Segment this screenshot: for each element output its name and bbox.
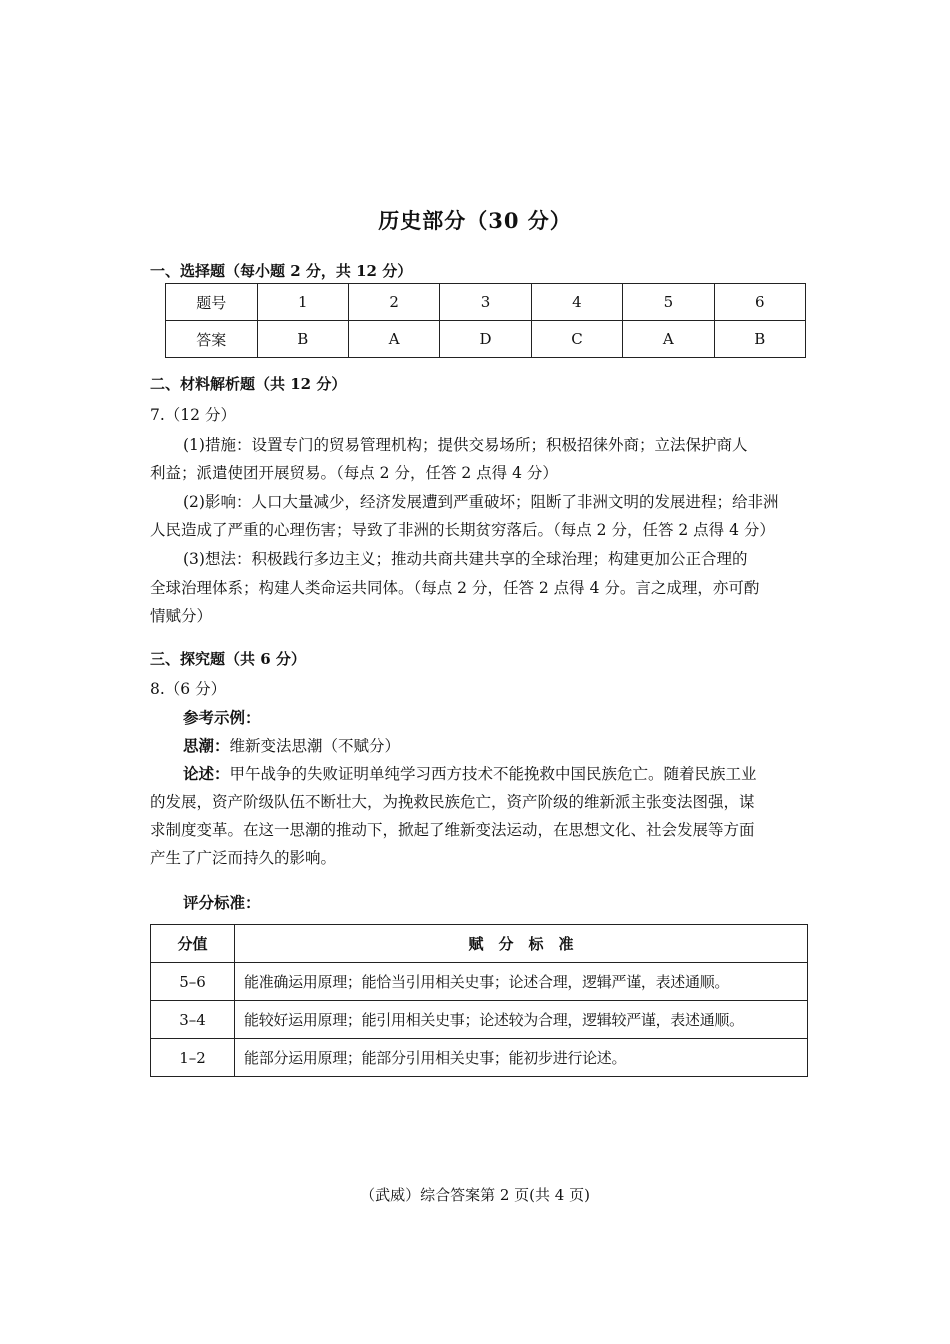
score-cell: 3–4 bbox=[151, 1001, 235, 1039]
question-number: 1 bbox=[257, 284, 348, 321]
answer-line: (2)影响：人口大量减少，经济发展遭到严重破坏；阻断了非洲文明的发展进程；给非洲 bbox=[183, 493, 779, 511]
answer-cell: B bbox=[714, 321, 805, 358]
argument-line: 求制度变革。在这一思潮的推动下，掀起了维新变法运动，在思想文化、社会发展等方面 bbox=[150, 821, 755, 839]
thought-label: 思潮： bbox=[183, 736, 230, 755]
question-number: 5 bbox=[623, 284, 714, 321]
row-label-answer: 答案 bbox=[166, 321, 258, 358]
answer-line: 人民造成了严重的心理伤害；导致了非洲的长期贫穷落后。（每点 2 分，任答 2 点得 4 分） bbox=[150, 521, 775, 539]
header-score: 分值 bbox=[151, 925, 235, 963]
answer-table bbox=[165, 283, 806, 358]
row-label-question: 题号 bbox=[166, 284, 258, 321]
section3-heading: 三、探究题（共 6 分） bbox=[150, 650, 306, 668]
argument-line: 产生了广泛而持久的影响。 bbox=[150, 849, 337, 867]
question-number: 3 bbox=[440, 284, 531, 321]
argument-line: 的发展，资产阶级队伍不断壮大，为挽救民族危亡，资产阶级的维新派主张变法图强，谋 bbox=[150, 793, 755, 811]
answer-cell: B bbox=[257, 321, 348, 358]
criteria-cell: 能较好运用原理；能引用相关史事；论述较为合理，逻辑较严谨，表述通顺。 bbox=[235, 1001, 808, 1039]
question-8-label: 8.（6 分） bbox=[150, 680, 227, 698]
table-row bbox=[151, 963, 808, 1001]
score-cell: 5–6 bbox=[151, 963, 235, 1001]
criteria-cell: 能准确运用原理；能恰当引用相关史事；论述合理，逻辑严谨，表述通顺。 bbox=[235, 963, 808, 1001]
question-number: 2 bbox=[348, 284, 439, 321]
question-number: 4 bbox=[531, 284, 622, 321]
table-row bbox=[151, 1039, 808, 1077]
answer-cell: A bbox=[348, 321, 439, 358]
table-row bbox=[151, 925, 808, 963]
section2-heading: 二、材料解析题（共 12 分） bbox=[150, 375, 347, 393]
answer-cell: C bbox=[531, 321, 622, 358]
answer-line: 利益；派遣使团开展贸易。（每点 2 分，任答 2 点得 4 分） bbox=[150, 464, 558, 482]
scoring-table bbox=[150, 924, 808, 1077]
header-criteria: 赋 分 标 准 bbox=[235, 925, 808, 963]
table-row bbox=[166, 284, 806, 321]
section1-heading: 一、选择题（每小题 2 分，共 12 分） bbox=[150, 262, 413, 280]
criteria-cell: 能部分运用原理；能部分引用相关史事；能初步进行论述。 bbox=[235, 1039, 808, 1077]
argument-text: 甲午战争的失败证明单纯学习西方技术不能挽救中国民族危亡。随着民族工业 bbox=[229, 765, 757, 783]
answer-cell: D bbox=[440, 321, 531, 358]
answer-line: (1)措施：设置专门的贸易管理机构；提供交易场所；积极招徕外商；立法保护商人 bbox=[183, 436, 748, 454]
answer-line: 情赋分） bbox=[150, 607, 213, 625]
thought-text: 维新变法思潮（不赋分） bbox=[229, 737, 401, 755]
argument-label: 论述： bbox=[183, 764, 230, 783]
answer-cell: A bbox=[623, 321, 714, 358]
page-footer: （武威）综合答案第 2 页(共 4 页) bbox=[360, 1186, 590, 1204]
question-number: 6 bbox=[714, 284, 805, 321]
score-cell: 1–2 bbox=[151, 1039, 235, 1077]
thought-line bbox=[183, 734, 400, 756]
question-7-label: 7.（12 分） bbox=[150, 406, 236, 424]
answer-line: (3)想法：积极践行多边主义；推动共商共建共享的全球治理；构建更加公正合理的 bbox=[183, 550, 748, 568]
argument-line bbox=[183, 762, 757, 784]
table-row bbox=[166, 321, 806, 358]
table-row bbox=[151, 1001, 808, 1039]
scoring-label: 评分标准： bbox=[183, 893, 261, 912]
example-label: 参考示例： bbox=[183, 708, 261, 727]
page-title: 历史部分（30 分） bbox=[378, 208, 572, 233]
answer-line: 全球治理体系；构建人类命运共同体。（每点 2 分，任答 2 点得 4 分。言之成理，亦可酌 bbox=[150, 579, 760, 597]
